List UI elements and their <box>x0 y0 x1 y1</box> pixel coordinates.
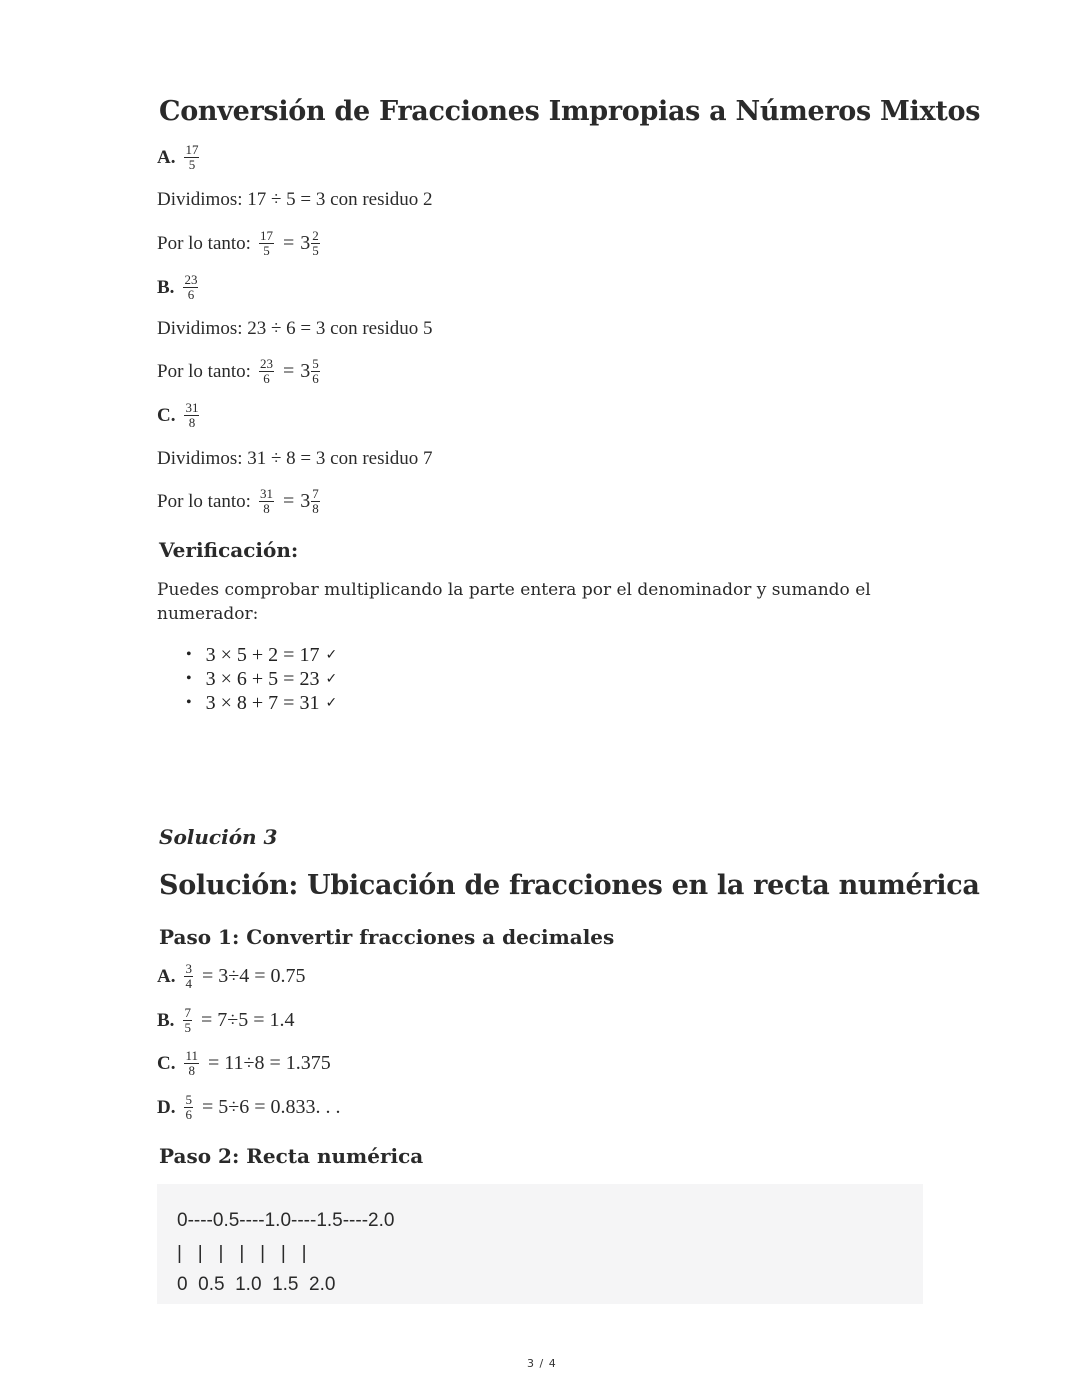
decimal-item-a <box>157 963 306 990</box>
fraction <box>184 402 199 429</box>
decimal-item-d <box>157 1094 341 1121</box>
numerator: 2 <box>312 228 319 243</box>
denominator: 5 <box>184 1020 191 1035</box>
denominator: 8 <box>188 415 196 430</box>
fraction <box>259 358 274 385</box>
bullet-icon: • <box>186 694 192 711</box>
fraction <box>259 488 274 515</box>
numerator: 11 <box>185 1048 199 1063</box>
mixed-fraction <box>311 488 320 515</box>
item-label: C. <box>157 1052 176 1074</box>
decimal-result: = 7÷5 = 1.4 <box>200 1009 295 1031</box>
code-line: 0----0.5----1.0----1.5----2.0 <box>177 1210 395 1231</box>
denominator: 5 <box>263 243 270 258</box>
conclusion-line <box>157 358 323 385</box>
equals-sign: = <box>282 360 295 382</box>
section-title: Solución: Ubicación de fracciones en la recta numérica <box>159 870 980 901</box>
decimal-result: = 5÷6 = 0.833. . . <box>201 1096 341 1118</box>
numerator: 17 <box>185 142 199 157</box>
list-item <box>186 643 337 667</box>
item-c-heading <box>157 402 202 429</box>
step1-heading: Paso 1: Convertir fracciones a decimales <box>159 925 615 949</box>
section-title: Conversión de Fracciones Impropias a Números Mixtos <box>159 96 981 127</box>
equals-sign: = <box>282 490 295 512</box>
whole-part: 3 <box>300 232 311 254</box>
code-line: | | | | | | | <box>177 1243 307 1264</box>
fraction <box>259 230 274 257</box>
verification-heading: Verificación: <box>159 538 299 562</box>
fraction <box>184 144 199 171</box>
denominator: 8 <box>188 1063 195 1078</box>
denominator: 4 <box>185 976 192 991</box>
bullet-icon: • <box>186 646 192 663</box>
code-line: 0 0.5 1.0 1.5 2.0 <box>177 1274 336 1295</box>
conclusion-prefix: Por lo tanto: <box>157 232 251 254</box>
verification-list <box>186 643 337 715</box>
item-b-heading <box>157 274 201 301</box>
conclusion-line <box>157 230 323 257</box>
numerator: 23 <box>184 272 198 287</box>
numerator: 7 <box>312 486 319 501</box>
numerator: 23 <box>259 356 273 371</box>
fraction <box>183 1007 192 1034</box>
division-line: Dividimos: 31 ÷ 8 = 3 con residuo 7 <box>157 448 433 469</box>
fraction <box>184 963 193 990</box>
solution-subtitle: Solución 3 <box>159 825 278 849</box>
conclusion-prefix: Por lo tanto: <box>157 490 251 512</box>
bullet-icon: • <box>186 670 192 687</box>
denominator: 8 <box>312 501 319 516</box>
item-a-heading <box>157 144 202 171</box>
division-line: Dividimos: 17 ÷ 5 = 3 con residuo 2 <box>157 189 433 210</box>
item-label: A. <box>157 146 176 168</box>
denominator: 8 <box>263 501 270 516</box>
step2-heading: Paso 2: Recta numérica <box>159 1144 424 1168</box>
number-line-code-block <box>157 1184 923 1304</box>
verification-text: Puedes comprobar multiplicando la parte entera por el denominador y sumando el numerador: <box>157 580 871 624</box>
checkmark-icon: ✓ <box>325 695 338 711</box>
decimal-result: = 3÷4 = 0.75 <box>201 965 306 987</box>
mixed-fraction <box>311 230 320 257</box>
conclusion-line <box>157 488 323 515</box>
fraction <box>184 1094 193 1121</box>
decimal-item-c <box>157 1050 331 1077</box>
checkmark-icon: ✓ <box>325 647 338 663</box>
check-expression: 3 × 6 + 5 = 23 <box>205 667 320 690</box>
check-expression: 3 × 5 + 2 = 17 <box>205 643 320 666</box>
denominator: 6 <box>187 287 195 302</box>
item-label: D. <box>157 1096 176 1118</box>
decimal-item-b <box>157 1007 294 1034</box>
denominator: 5 <box>312 243 319 258</box>
fraction <box>183 274 198 301</box>
whole-part: 3 <box>300 360 311 382</box>
division-line: Dividimos: 23 ÷ 6 = 3 con residuo 5 <box>157 318 433 339</box>
equals-sign: = <box>282 232 295 254</box>
conclusion-prefix: Por lo tanto: <box>157 360 251 382</box>
denominator: 6 <box>185 1107 192 1122</box>
numerator: 17 <box>259 228 273 243</box>
fraction <box>184 1050 199 1077</box>
mixed-fraction <box>311 358 320 385</box>
check-expression: 3 × 8 + 7 = 31 <box>205 691 320 714</box>
decimal-result: = 11÷8 = 1.375 <box>208 1052 331 1074</box>
checkmark-icon: ✓ <box>325 671 338 687</box>
item-label: A. <box>157 965 176 987</box>
denominator: 5 <box>188 157 196 172</box>
numerator: 5 <box>185 1092 192 1107</box>
whole-part: 3 <box>300 490 311 512</box>
list-item <box>186 667 337 691</box>
numerator: 3 <box>185 961 192 976</box>
numerator: 7 <box>184 1005 191 1020</box>
denominator: 6 <box>312 371 319 386</box>
numerator: 31 <box>259 486 273 501</box>
numerator: 5 <box>312 356 319 371</box>
page-number: 3 / 4 <box>527 1357 557 1370</box>
item-label: B. <box>157 276 175 298</box>
list-item <box>186 691 337 715</box>
numerator: 31 <box>185 400 199 415</box>
denominator: 6 <box>263 371 270 386</box>
item-label: C. <box>157 404 176 426</box>
item-label: B. <box>157 1009 175 1031</box>
